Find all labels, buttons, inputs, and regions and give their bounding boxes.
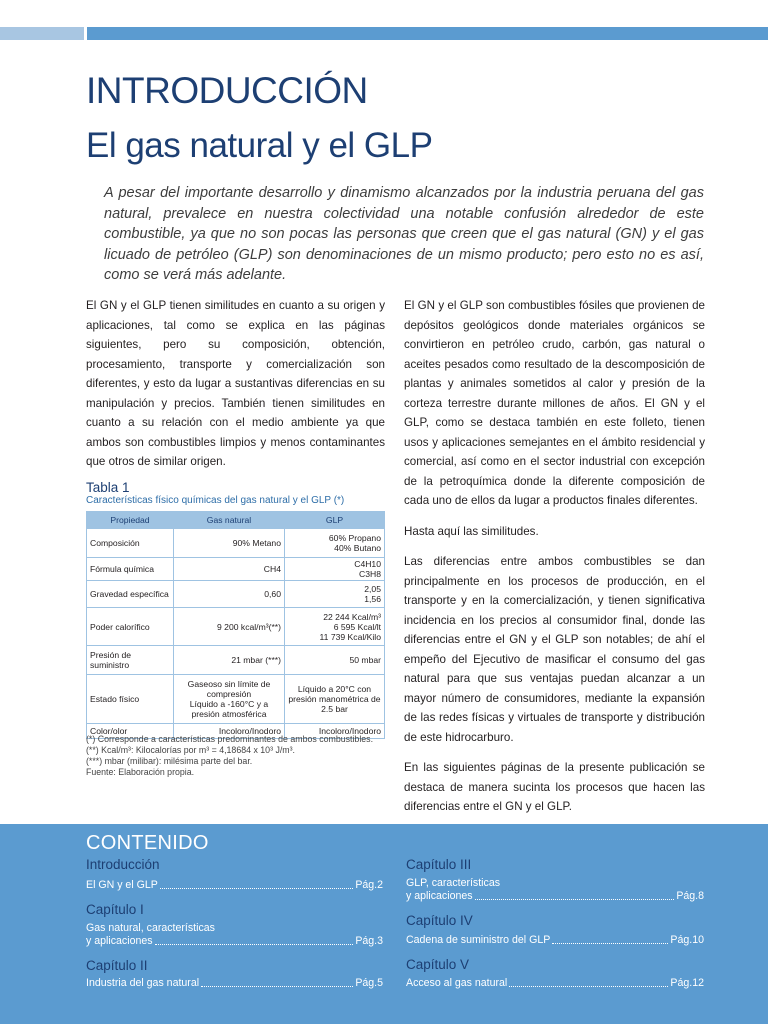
toc-entry-label: Industria del gas natural [86, 977, 200, 989]
table-title: Tabla 1 [86, 480, 130, 495]
table-note: (***) mbar (milibar): milésima parte del bar. [86, 756, 253, 766]
toc-entry-label: Cadena de suministro del GLP [406, 934, 551, 946]
toc-dot-leader [552, 942, 668, 944]
table-cell: Incoloro/Inodoro [285, 724, 385, 739]
table-cell: Fórmula química [87, 558, 174, 581]
table-cell: Composición [87, 529, 174, 558]
toc-page-number: Pág.5 [355, 977, 383, 989]
table-row [87, 581, 385, 608]
table-cell: 9 200 kcal/m³(**) [174, 608, 285, 646]
toc-entry-label: Acceso al gas natural [406, 977, 508, 989]
table-caption: Características físico químicas del gas natural y el GLP (*) [86, 495, 345, 506]
table-cell: 22 244 Kcal/m³ 6 595 Kcal/lt 11 739 Kcal/Kilo [285, 608, 385, 646]
toc-entry[interactable] [406, 934, 704, 947]
toc-entry[interactable] [406, 890, 704, 903]
table-row [87, 675, 385, 724]
table-cell: Poder calorífico [87, 608, 174, 646]
toc-dot-leader [155, 943, 354, 945]
body-paragraph: El GN y el GLP tienen similitudes en cuanto a su origen y aplicaciones, tal como se explica en las páginas siguientes, pero su composición, obtención, procesamiento, transporte y comercialización son diferentes, y esto da lugar a sustantivas diferencias en su manipulación y precios. También tienen similitudes en cuanto a su relación con el medio ambiente ya que ambos son combustibles limpios y menos contaminantes que otros de similar origen. [86, 299, 385, 468]
table-cell: 21 mbar (***) [174, 646, 285, 675]
table-cell: Incoloro/Inodoro [174, 724, 285, 739]
table-note: Fuente: Elaboración propia. [86, 767, 195, 777]
toc-section-heading: Introducción [86, 857, 160, 872]
table-note: (**) Kcal/m³: Kilocalorías por m³ = 4,18684 x 10³ J/m³. [86, 745, 295, 755]
body-paragraph: Las diferencias entre ambos combustibles se dan principalmente en los procesos de producción, en el transporte y en la comercialización, y tienen significativa incidencia en los precios al consumidor final, donde las diferencias entre el GN y el GLP son notables; de ahí el empeño del Ejecutivo de masificar el consumo del gas natural para que sus ventajas puedan alcanzar a un mayor número de consumidores, mediante la expansión de las redes físicas y virtuales de transporte y distribución de este hidrocarburo. [404, 555, 705, 744]
toc-page-number: Pág.8 [676, 890, 704, 902]
toc-page-number: Pág.2 [355, 879, 383, 891]
page-title: INTRODUCCIÓN [86, 70, 368, 111]
table-cell: 50 mbar [285, 646, 385, 675]
toc-section-heading: Capítulo III [406, 857, 472, 872]
table-cell: 0,60 [174, 581, 285, 608]
toc-page-number: Pág.12 [670, 977, 704, 989]
body-right-column [404, 296, 705, 828]
table-notes [86, 734, 386, 778]
page-subtitle: El gas natural y el GLP [86, 126, 433, 165]
table-header-cell: Gas natural [174, 512, 285, 529]
toc-section-heading: Capítulo IV [406, 913, 473, 928]
table-cell: Presión de suministro [87, 646, 174, 675]
body-paragraph: El GN y el GLP son combustibles fósiles que provienen de depósitos geológicos donde materiales orgánicos se convirtieron en petróleo crudo, carbón, gas natural o aceites pesados como resultado de la descomposición de plantas y animales sometidos al calor y presión de la corteza terrestre durante millones de años. El GN y el GLP, como se destaca también en este folleto, tienen usos y aplicaciones semejantes en el ámbito residencial y comercial, así como en el sector industrial con excepción de la petroquímica donde la diferente composición de cada uno de ellos da lugar a productos finales diferentes. [404, 299, 705, 507]
contents-title: CONTENIDO [86, 832, 209, 854]
toc-section-heading: Capítulo V [406, 957, 470, 972]
toc-dot-leader [201, 985, 353, 987]
toc-entry[interactable] [86, 879, 383, 892]
toc-dot-leader [509, 985, 668, 987]
top-accent-bar [87, 27, 768, 40]
body-left-column [86, 296, 385, 483]
toc-entry-label: Gas natural, características [86, 922, 215, 934]
toc-entry[interactable] [406, 977, 704, 990]
table-cell: 90% Metano [174, 529, 285, 558]
table-cell: Gaseoso sin límite de compresión Líquido a -160°C y a presión atmosférica [174, 675, 285, 724]
body-paragraph: Hasta aquí las similitudes. [404, 524, 539, 538]
properties-table [86, 511, 385, 739]
top-accent-bar-light [0, 27, 84, 40]
table-cell: Estado físico [87, 675, 174, 724]
toc-section-heading: Capítulo I [86, 902, 144, 917]
toc-entry-label: GLP, características [406, 877, 501, 889]
toc-entry[interactable] [86, 977, 383, 990]
toc-entry-label: y aplicaciones [406, 890, 473, 902]
table-cell: Líquido a 20°C con presión manométrica de 2.5 bar [285, 675, 385, 724]
table-cell: CH4 [174, 558, 285, 581]
body-paragraph: En las siguientes páginas de la presente publicación se destaca de manera sucinta los procesos que hacen las diferencias entre el GN y el GLP. [404, 761, 705, 813]
table-header-row [87, 512, 385, 529]
toc-dot-leader [475, 898, 675, 900]
table-cell: Gravedad específica [87, 581, 174, 608]
table-cell: 60% Propano 40% Butano [285, 529, 385, 558]
table-row [87, 558, 385, 581]
table-header-cell: Propiedad [87, 512, 174, 529]
table-header-cell: GLP [285, 512, 385, 529]
table-row [87, 608, 385, 646]
intro-paragraph: A pesar del importante desarrollo y dinamismo alcanzados por la industria peruana del gas natural, prevalece en nuestra colectividad una notable confusión alrededor de este combustible, ya que no son pocas las personas que creen que el gas natural (GN) y el gas licuado de petróleo (GLP) son denominaciones de un mismo producto; pero esto no es así, como se verá más adelante. [104, 185, 704, 283]
table-cell: Color/olor [87, 724, 174, 739]
toc-page-number: Pág.3 [355, 935, 383, 947]
toc-page-number: Pág.10 [670, 934, 704, 946]
table-note: (*) Corresponde a características predominantes de ambos combustibles. [86, 734, 374, 744]
table-row [87, 529, 385, 558]
table-row [87, 646, 385, 675]
table-cell: 2,05 1,56 [285, 581, 385, 608]
table-cell: C4H10 C3H8 [285, 558, 385, 581]
toc-dot-leader [160, 887, 353, 889]
toc-entry-label: y aplicaciones [86, 935, 153, 947]
toc-entry[interactable] [86, 935, 383, 948]
toc-entry-label: El GN y el GLP [86, 879, 158, 891]
toc-section-heading: Capítulo II [86, 958, 148, 973]
